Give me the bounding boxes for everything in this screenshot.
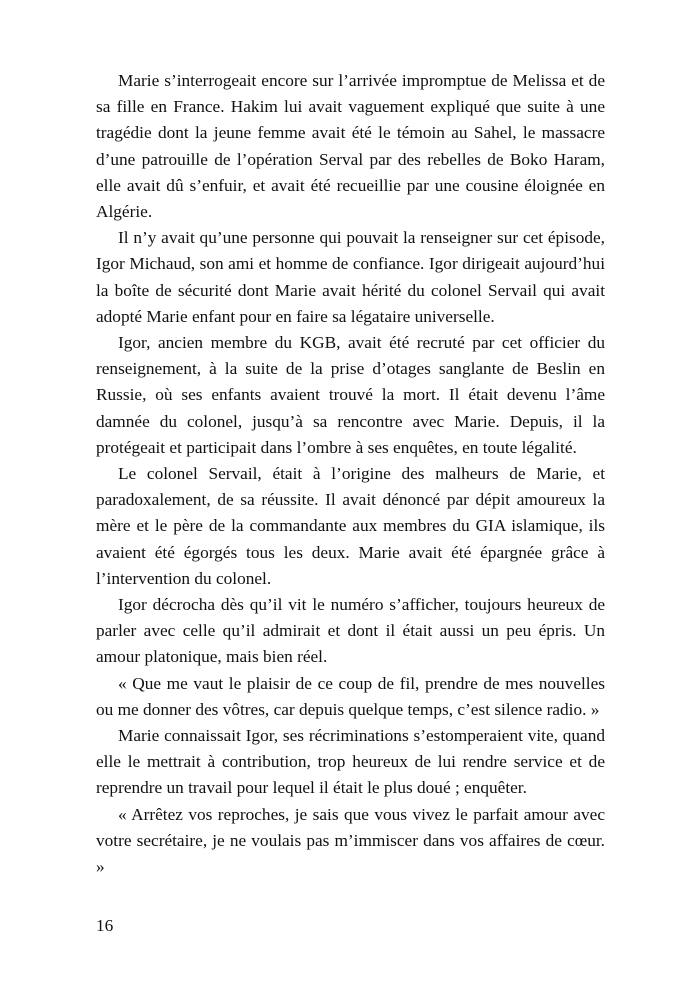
page-body [96,68,605,880]
paragraph-6: « Que me vaut le plaisir de ce coup de fil, prendre de mes nouvelles ou me donner des vôtres, car depuis quelque temps, c’est silence radio. » [96,673,605,719]
page-number: 16 [96,916,114,935]
paragraph-4: Le colonel Servail, était à l’origine des malheurs de Marie, et paradoxalement, de sa réussite. Il avait dénoncé par dépit amoureux la mère et le père de la commandante aux membres du GIA islamique, ils avaient été égorgés tous les deux. Marie avait été épargnée grâce à l’intervention du colonel. [96,464,605,588]
paragraph-5: Igor décrocha dès qu’il vit le numéro s’afficher, toujours heureux de parler avec celle qu’il admirait et dont il était aussi un peu épris. Un amour platonique, mais bien réel. [96,595,605,667]
paragraph-3: Igor, ancien membre du KGB, avait été recruté par cet officier du renseignement, à la suite de la prise d’otages sanglante de Beslin en Russie, où ses enfants avaient trouvé la mort. Il était devenu l’âme damnée du colonel, jusqu’à sa rencontre avec Marie. Depuis, il la protégeait et participait dans l’ombre à ses enquêtes, en toute légalité. [96,333,605,457]
paragraph-2: Il n’y avait qu’une personne qui pouvait la renseigner sur cet épisode, Igor Michaud, son ami et homme de confiance. Igor dirigeait aujourd’hui la boîte de sécurité dont Marie avait hérité du colonel Servail qui avait adopté Marie enfant pour en faire sa légataire universelle. [96,228,605,326]
paragraph-7: Marie connaissait Igor, ses récriminations s’estomperaient vite, quand elle le mettrait à contribution, trop heureux de lui rendre service et de reprendre un travail pour lequel il était le plus doué ; enquêter. [96,726,605,798]
paragraph-8: « Arrêtez vos reproches, je sais que vous vivez le parfait amour avec votre secrétaire, je ne voulais pas m’immiscer dans vos affaires de cœur. » [96,804,605,877]
paragraph-1: Marie s’interrogeait encore sur l’arrivée impromptue de Melissa et de sa fille en France. Hakim lui avait vaguement expliqué que suite à une tragédie dont la jeune femme avait été le témoin au Sahel, le massacre d’une patrouille de l’opération Serval par des rebelles de Boko Haram, elle avait dû s’enfuir, et avait été recueillie par une cousine éloignée en Algérie. [96,71,605,222]
